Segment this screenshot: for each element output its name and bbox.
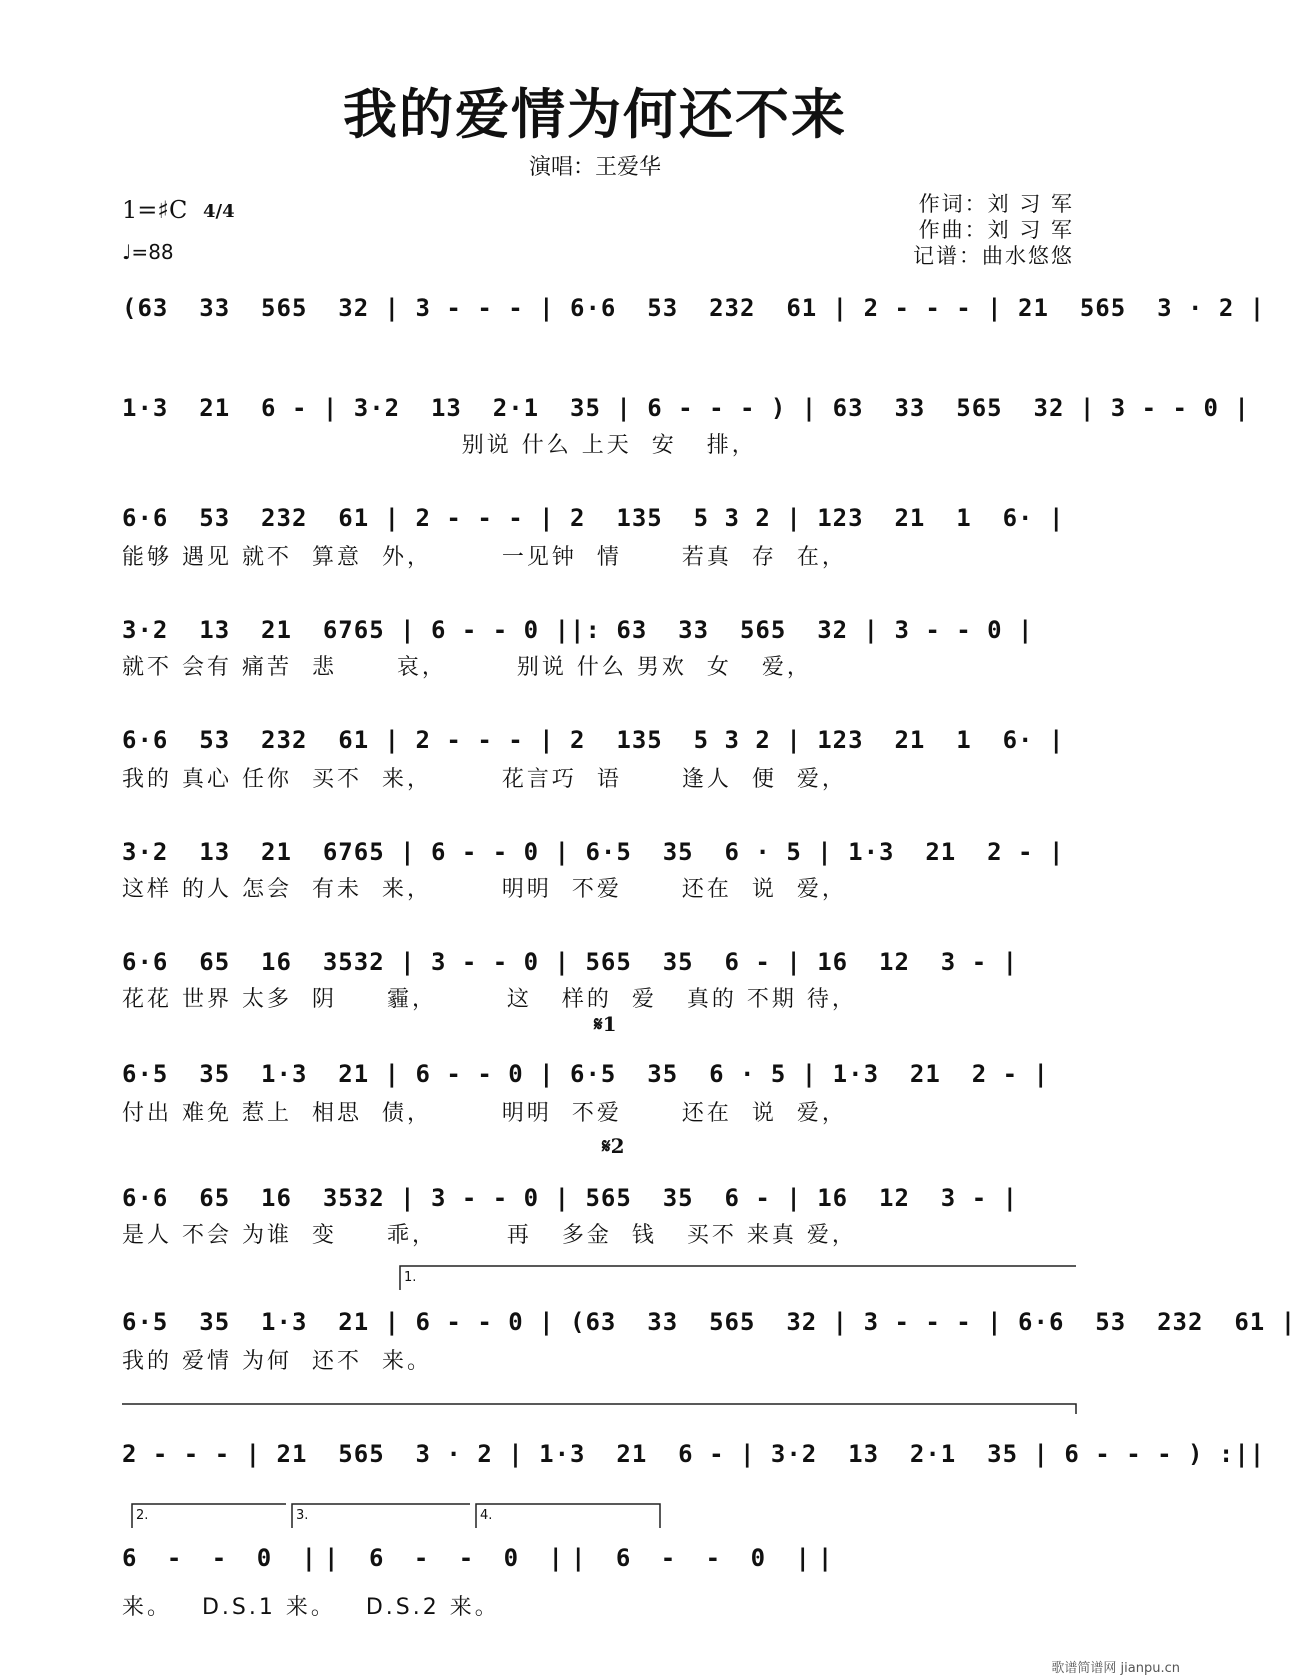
volta-continue-line: [122, 1404, 1076, 1414]
notes-row-6: 3·2 13 21 6765 | 6 - - 0 | 6·5 35 6 · 5 | 1·3 21 2 - |: [122, 838, 1065, 866]
page-title: 我的爱情为何还不来: [343, 82, 847, 146]
notes-row-4: 3·2 13 21 6765 | 6 - - 0 ||: 63 33 565 32 | 3 - - 0 |: [122, 616, 1034, 644]
notes-row-7: 6·6 65 16 3532 | 3 - - 0 | 565 35 6 - | 16 12 3 - |: [122, 948, 1019, 976]
composer-credit: 作曲：刘 习 军: [918, 218, 1074, 242]
volta-2-label: 2.: [136, 1508, 149, 1523]
lyrics-row-7: 花花 世界 太多 阴 霾， 这 样的 爱 真的 不期 待，: [122, 987, 857, 1012]
volta-3-label: 3.: [296, 1508, 309, 1523]
notes-row-12: 6 - - 0 || 6 - - 0 || 6 - - 0 ||: [122, 1544, 841, 1572]
notes-row-1: (63 33 565 32 | 3 - - - | 6·6 53 232 61 | 2 - - - | 21 565 3 · 2 |: [122, 294, 1266, 322]
lyrics-row-6: 这样 的人 怎会 有未 来， 明明 不爱 还在 说 爱，: [122, 877, 847, 902]
lyrics-row-8: 付出 难免 惹上 相思 债， 明明 不爱 还在 说 爱，: [122, 1101, 847, 1126]
volta-1-bracket: [400, 1266, 1076, 1290]
volta-2-bracket: [132, 1504, 286, 1528]
watermark: 歌谱简谱网 jianpu.cn: [1051, 1661, 1180, 1676]
singer-label: 演唱：王爱华: [528, 155, 661, 180]
notes-row-3: 6·6 53 232 61 | 2 - - - | 2 135 5 3 2 | 123 21 1 6· |: [122, 504, 1065, 532]
segno-1-mark: 𝄋1: [594, 1012, 617, 1036]
lyrics-row-2: 别说 什么 上天 安 排，: [122, 433, 757, 458]
time-signature: 4/4: [203, 201, 235, 222]
notes-row-5: 6·6 53 232 61 | 2 - - - | 2 135 5 3 2 | 123 21 1 6· |: [122, 726, 1065, 754]
key-value: 1=♯C: [122, 196, 188, 224]
volta-4-bracket: [476, 1504, 660, 1528]
volta-3-bracket: [292, 1504, 470, 1528]
volta-1-label: 1.: [404, 1270, 417, 1285]
notes-row-8: 6·5 35 1·3 21 | 6 - - 0 | 6·5 35 6 · 5 | 1·3 21 2 - |: [122, 1060, 1049, 1088]
lyrics-row-9: 是人 不会 为谁 变 乖， 再 多金 钱 买不 来真 爱，: [122, 1223, 857, 1248]
volta-4-label: 4.: [480, 1508, 493, 1523]
lyricist-credit: 作词：刘 习 军: [918, 192, 1074, 216]
lyrics-row-5: 我的 真心 任你 买不 来， 花言巧 语 逢人 便 爱，: [122, 767, 847, 792]
notes-row-10: 6·5 35 1·3 21 | 6 - - 0 | (63 33 565 32 | 3 - - - | 6·6 53 232 61 |: [122, 1308, 1296, 1336]
segno-2-mark: 𝄋2: [602, 1134, 625, 1158]
lyrics-row-12: 来。 D.S.1 来。 D.S.2 来。: [122, 1595, 500, 1620]
tempo-marking: ♩=88: [122, 240, 174, 264]
notes-row-11: 2 - - - | 21 565 3 · 2 | 1·3 21 6 - | 3·2 13 2·1 35 | 6 - - - ) :||: [122, 1440, 1266, 1468]
transcriber-credit: 记谱：曲水悠悠: [913, 244, 1074, 268]
lyrics-row-4: 就不 会有 痛苦 悲 哀， 别说 什么 男欢 女 爱，: [122, 655, 812, 680]
notes-row-9: 6·6 65 16 3532 | 3 - - 0 | 565 35 6 - | 16 12 3 - |: [122, 1184, 1019, 1212]
lyrics-row-3: 能够 遇见 就不 算意 外， 一见钟 情 若真 存 在，: [122, 545, 847, 570]
notes-row-2: 1·3 21 6 - | 3·2 13 2·1 35 | 6 - - - ) | 63 33 565 32 | 3 - - 0 |: [122, 394, 1250, 422]
lyrics-row-10: 我的 爱情 为何 还不 来。: [122, 1349, 432, 1374]
